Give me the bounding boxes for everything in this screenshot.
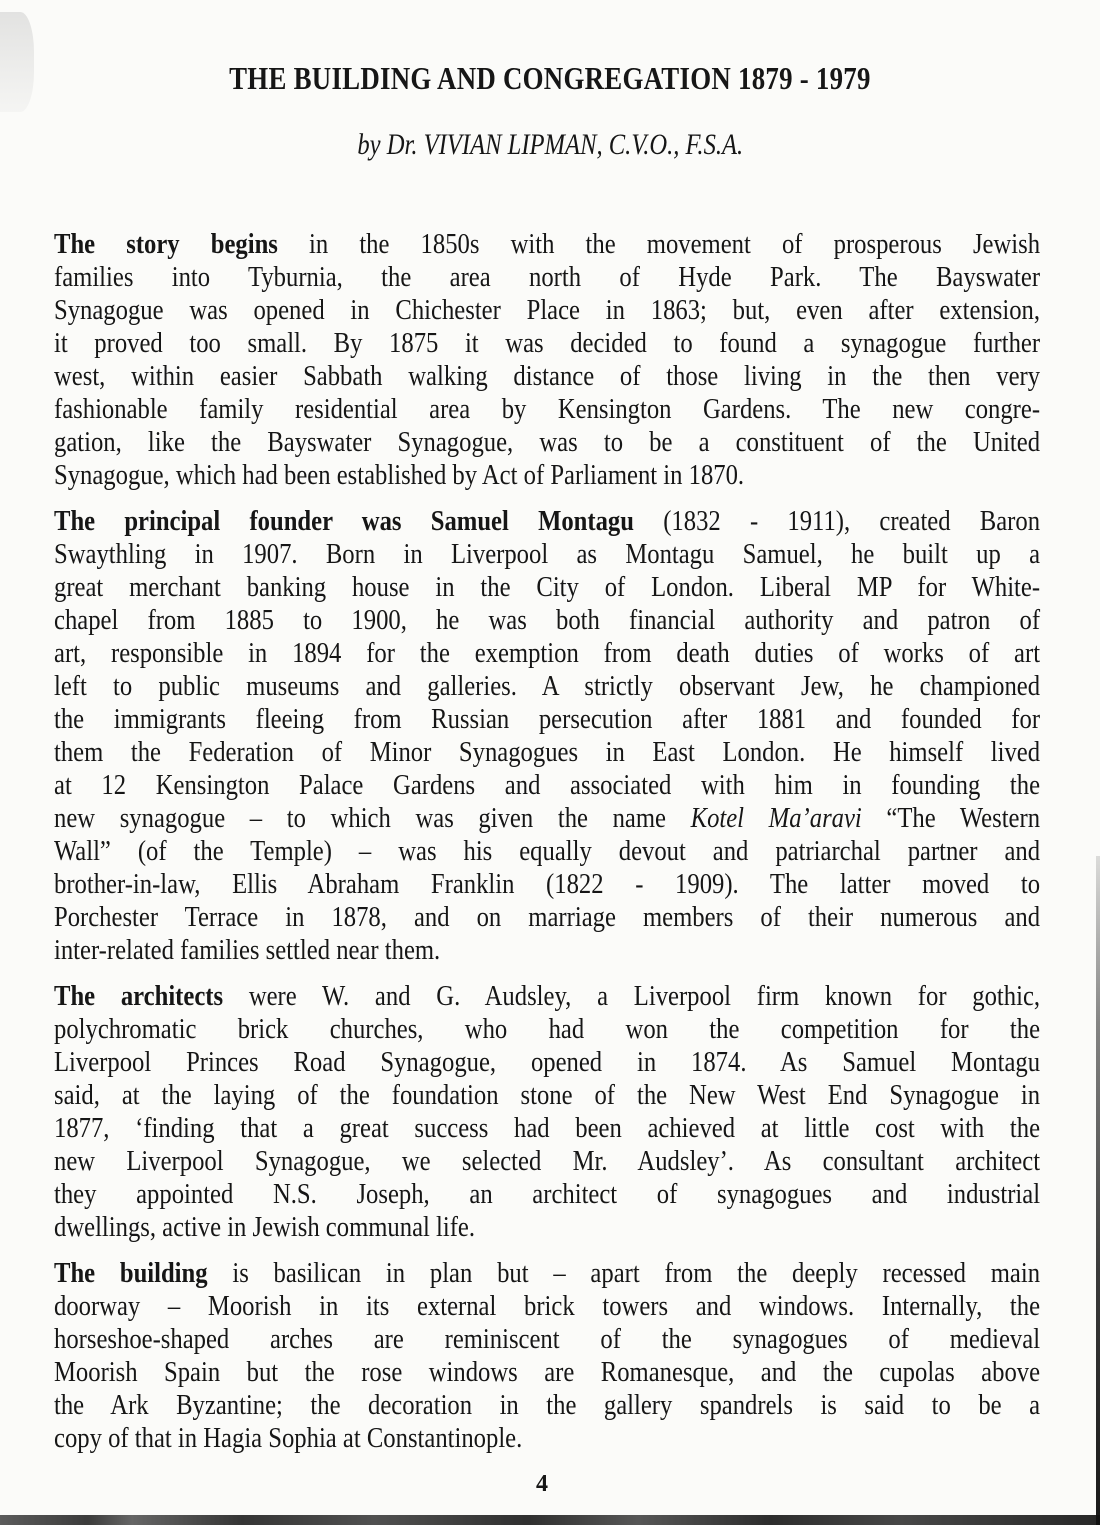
text-line <box>54 1145 1040 1178</box>
text-span: Synagogue, which had been established by Act of Parliament in 1870. <box>54 460 745 491</box>
text-line <box>54 571 1040 604</box>
bold-text: The story begins <box>54 229 278 260</box>
paragraph <box>54 228 1040 492</box>
text-line <box>54 736 1040 769</box>
text-line <box>54 1356 1040 1389</box>
byline-row <box>0 128 1100 162</box>
text-line <box>54 934 1040 967</box>
text-span: dwellings, active in Jewish communal life. <box>54 1212 476 1243</box>
text-span: new Liverpool Synagogue, we selected Mr. Audsley’. As consultant architect <box>54 1146 1041 1177</box>
text-span: gation, like the Bayswater Synagogue, was to be a constituent of the United <box>54 427 1041 458</box>
text-line <box>54 1211 1040 1244</box>
bold-text: The principal founder was Samuel Montagu <box>54 506 634 537</box>
text-line <box>54 835 1040 868</box>
page-title: THE BUILDING AND CONGREGATION 1879 - 1979 <box>229 60 871 96</box>
text-line <box>54 327 1040 360</box>
text-span: horseshoe-shaped arches are reminiscent of the synagogues of medieval <box>54 1324 1041 1355</box>
text-span: 1877, ‘finding that a great success had been achieved at little cost with the <box>54 1113 1041 1144</box>
text-span: were W. and G. Audsley, a Liverpool firm known for gothic, <box>223 981 1041 1012</box>
text-span: at 12 Kensington Palace Gardens and associated with him in founding the <box>54 770 1041 801</box>
text-span: art, responsible in 1894 for the exemption from death duties of works of art <box>54 638 1041 669</box>
text-line <box>54 637 1040 670</box>
text-line <box>54 868 1040 901</box>
text-line <box>54 1257 1040 1290</box>
text-span: Moorish Spain but the rose windows are Romanesque, and the cupolas above <box>54 1357 1041 1388</box>
text-span: they appointed N.S. Joseph, an architect of synagogues and industrial <box>54 1179 1041 1210</box>
text-line <box>54 901 1040 934</box>
text-line <box>54 769 1040 802</box>
text-span: inter-related families settled near them. <box>54 935 441 966</box>
paragraph <box>54 505 1040 967</box>
text-span: brother-in-law, Ellis Abraham Franklin (1822 - 1909). The latter moved to <box>54 869 1041 900</box>
text-line <box>54 360 1040 393</box>
text-span: said, at the laying of the foundation stone of the New West End Synagogue in <box>54 1080 1041 1111</box>
text-line <box>54 459 1040 492</box>
text-span: is basilican in plan but – apart from the deeply recessed main <box>207 1258 1041 1289</box>
text-span: it proved too small. By 1875 it was decided to found a synagogue further <box>54 328 1041 359</box>
text-line <box>54 426 1040 459</box>
text-line <box>54 1046 1040 1079</box>
text-span: copy of that in Hagia Sophia at Constantinople. <box>54 1423 523 1454</box>
text-span: Synagogue was opened in Chichester Place in 1863; but, even after extension, <box>54 295 1041 326</box>
text-line <box>54 538 1040 571</box>
text-span: in the 1850s with the movement of prosperous Jewish <box>277 229 1041 260</box>
text-line <box>54 228 1040 261</box>
text-span: “The Western <box>861 803 1041 834</box>
text-line <box>54 393 1040 426</box>
text-line <box>54 261 1040 294</box>
text-line <box>54 1323 1040 1356</box>
text-span: Wall” (of the Temple) – was his equally devout and patriarchal partner and <box>54 836 1041 867</box>
text-span: doorway – Moorish in its external brick towers and windows. Internally, the <box>54 1291 1041 1322</box>
text-line <box>54 1422 1040 1455</box>
text-span: great merchant banking house in the City of London. Liberal MP for White- <box>54 572 1041 603</box>
paragraph <box>54 980 1040 1244</box>
text-span: Swaythling in 1907. Born in Liverpool as Montagu Samuel, he built up a <box>54 539 1041 570</box>
text-span: Liverpool Princes Road Synagogue, opened in 1874. As Samuel Montagu <box>54 1047 1041 1078</box>
text-line <box>54 294 1040 327</box>
text-span: Porchester Terrace in 1878, and on marriage members of their numerous and <box>54 902 1041 933</box>
author-byline: by Dr. VIVIAN LIPMAN, C.V.O., F.S.A. <box>357 128 743 161</box>
text-span: fashionable family residential area by Kensington Gardens. The new congre- <box>54 394 1041 425</box>
italic-text: Kotel Ma’aravi <box>690 803 862 834</box>
page-number: 4 <box>536 1471 548 1497</box>
text-line <box>54 1112 1040 1145</box>
text-span: families into Tyburnia, the area north of Hyde Park. The Bayswater <box>54 262 1041 293</box>
text-span: polychromatic brick churches, who had won the competition for the <box>54 1014 1041 1045</box>
text-span: the immigrants fleeing from Russian persecution after 1881 and founded for <box>54 704 1041 735</box>
text-line <box>54 1013 1040 1046</box>
text-line <box>54 1178 1040 1211</box>
text-span: west, within easier Sabbath walking distance of those living in the then very <box>54 361 1041 392</box>
text-line <box>54 802 1040 835</box>
text-line <box>54 1079 1040 1112</box>
title-row <box>0 60 1100 97</box>
scan-edge-artifact-bottom <box>0 1515 1100 1525</box>
text-line <box>54 670 1040 703</box>
text-line <box>54 980 1040 1013</box>
text-span: left to public museums and galleries. A strictly observant Jew, he championed <box>54 671 1041 702</box>
text-span: them the Federation of Minor Synagogues in East London. He himself lived <box>54 737 1041 768</box>
text-line <box>54 604 1040 637</box>
text-span: new synagogue – to which was given the name <box>54 803 691 834</box>
paragraph <box>54 1257 1040 1455</box>
text-line <box>54 505 1040 538</box>
body-paragraphs <box>54 228 1040 1455</box>
scan-edge-artifact-right <box>1096 856 1100 1525</box>
text-span: (1832 - 1911), created Baron <box>633 506 1041 537</box>
bold-text: The building <box>54 1258 208 1289</box>
text-span: chapel from 1885 to 1900, he was both financial authority and patron of <box>54 605 1041 636</box>
text-line <box>54 703 1040 736</box>
text-line <box>54 1389 1040 1422</box>
text-span: the Ark Byzantine; the decoration in the gallery spandrels is said to be a <box>54 1390 1041 1421</box>
text-line <box>54 1290 1040 1323</box>
bold-text: The architects <box>54 981 224 1012</box>
